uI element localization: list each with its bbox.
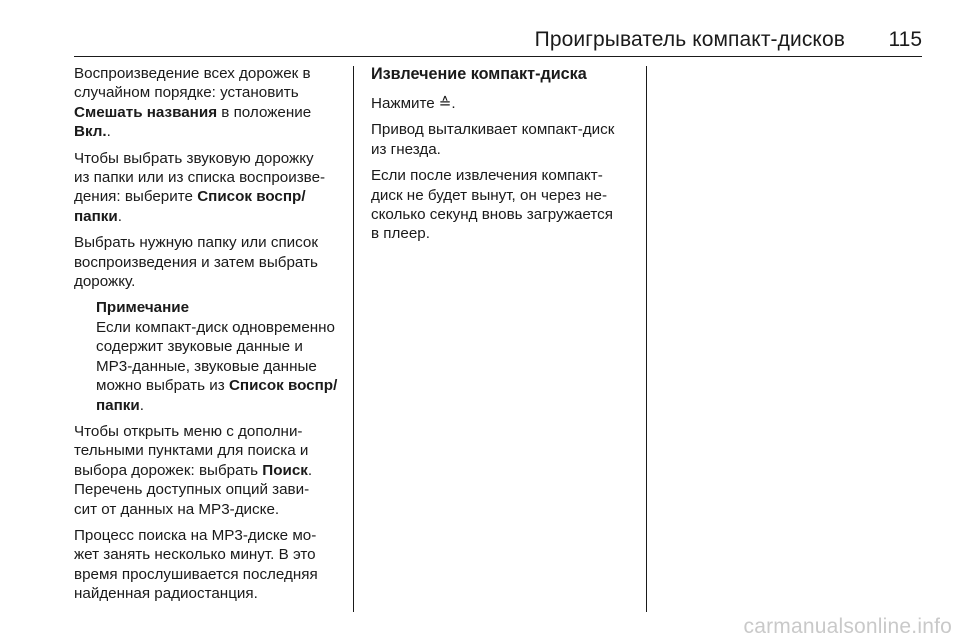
text-fragment: . <box>451 95 456 112</box>
paragraph-choose-folder <box>74 233 346 291</box>
menu-term-playlist: Список воспр/ <box>197 188 306 206</box>
menu-term-playlist: Список воспр/ <box>228 377 338 395</box>
text-line <box>74 461 346 480</box>
text-line: Чтобы выбрать звуковую дорожку <box>74 149 314 167</box>
text-line: воспроизведения и затем выбрать <box>74 253 318 271</box>
column-divider-left <box>353 66 354 612</box>
text-line: Процесс поиска на MP3-диске мо- <box>74 526 317 544</box>
page-number: 115 <box>888 28 922 51</box>
text-line: диск не будет вынут, он через не- <box>371 186 608 204</box>
text-fragment: . <box>307 461 313 479</box>
section-heading-eject: Извлечение компакт-диска <box>371 65 587 83</box>
text-line: жет занять несколько минут. В это <box>74 546 316 564</box>
text-line: MP3-данные, звуковые данные <box>96 357 317 375</box>
middle-column <box>371 64 639 251</box>
text-fragment: можно выбрать из <box>96 377 229 395</box>
text-line <box>371 94 639 113</box>
text-fragment: дения: выберите <box>74 188 198 206</box>
paragraph-drive-ejects <box>371 120 639 159</box>
paragraph-search-menu <box>74 422 346 519</box>
text-line: Воспроизведение всех дорожек в <box>74 65 311 82</box>
text-line: сколько секунд вновь загружается <box>371 206 613 224</box>
page-title: Проигрыватель компакт-дисков <box>534 28 845 51</box>
eject-icon: ≙ <box>438 95 452 112</box>
text-line: случайном порядке: установить <box>74 84 299 102</box>
paragraph-select-track <box>74 149 346 227</box>
text-line <box>74 103 346 122</box>
text-line: содержит звуковые данные и <box>96 338 303 356</box>
text-fragment: . <box>139 396 144 414</box>
text-line: Выбрать нужную папку или список <box>74 234 319 252</box>
menu-term-folders: папки <box>96 396 140 414</box>
paragraph-reload <box>371 166 639 244</box>
text-line <box>74 122 346 141</box>
paragraph-press-eject <box>371 94 639 113</box>
text-fragment: в положение <box>217 103 312 121</box>
watermark: carmanualsonline.info <box>743 615 952 638</box>
text-line: сит от данных на MP3-диске. <box>74 500 280 518</box>
text-fragment: Нажмите <box>371 95 435 112</box>
text-line: из гнезда. <box>371 140 441 158</box>
note-title: Примечание <box>96 299 190 317</box>
text-line: Чтобы открыть меню с дополни- <box>74 422 303 440</box>
text-line: тельными пунктами для поиска и <box>74 442 309 460</box>
text-fragment: выбора дорожек: выбрать <box>74 461 263 479</box>
text-fragment: . <box>117 207 122 225</box>
menu-term-folders: папки <box>74 207 118 225</box>
text-line: Если компакт-диск одновременно <box>96 318 336 336</box>
text-line: Привод выталкивает компакт-диск <box>371 121 615 139</box>
text-fragment: . <box>106 123 111 141</box>
menu-term-shuffle: Смешать названия <box>74 103 218 121</box>
page-header <box>0 0 960 56</box>
text-line <box>74 187 346 206</box>
text-line: Если после извлечения компакт- <box>371 167 603 185</box>
text-line: время прослушивается последняя <box>74 565 318 583</box>
header-rule <box>74 56 922 57</box>
text-line: дорожку. <box>74 273 136 291</box>
text-line: найденная радиостанция. <box>74 585 258 603</box>
text-line: Перечень доступных опций зави- <box>74 481 310 499</box>
text-line: в плеер. <box>371 225 430 243</box>
paragraph-search-duration <box>74 526 346 604</box>
note-block <box>96 298 346 414</box>
text-line <box>96 396 346 415</box>
menu-term-on: Вкл. <box>74 123 107 141</box>
text-line <box>74 207 346 226</box>
text-line: из папки или из списка воспроизве- <box>74 169 326 187</box>
menu-term-search: Поиск <box>262 461 308 479</box>
text-line <box>96 376 346 395</box>
paragraph-shuffle <box>74 64 346 142</box>
left-column <box>74 64 346 611</box>
column-divider-right <box>646 66 647 612</box>
